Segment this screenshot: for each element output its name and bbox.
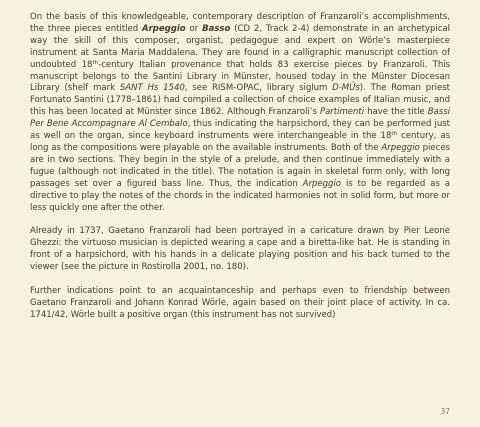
text-run: , see RISM-OPAC, library siglum xyxy=(184,83,333,94)
text-run: D-MÜs xyxy=(332,83,360,94)
paragraph-2 xyxy=(30,226,450,274)
paragraph-1 xyxy=(30,12,450,214)
text-run: Arpeggio xyxy=(142,23,186,34)
text-run: have the title xyxy=(364,107,428,118)
paragraph-3 xyxy=(30,286,450,322)
text-run: Basso xyxy=(202,23,231,34)
text-run: (CD 2, Track 2-4) demonstrate in an archetypical way the skill of this composer, organist, pedagogue and expert on Wörle’s masterpiece instrument at Santa Maria Maddalena. They are found in a calligraphic manuscript collection of undoubted 18 xyxy=(30,23,450,70)
text-run: is to be regarded as a directive to play the notes of the chords in the indicated harmonies not in solid form, but more or less quickly one after the other. xyxy=(30,178,450,213)
body-text xyxy=(30,12,450,322)
text-run: SANT Hs 1540 xyxy=(119,83,185,94)
text-run: pieces are in two sections. They begin in the style of a prelude, and then continue immediately with a fugue (although not indicated in the title). The notation is again in skeletal form only, with long passages set over a figured bass line. Thus, the indication xyxy=(30,142,450,189)
text-run: Arpeggio xyxy=(302,178,342,189)
text-run: Partimenti xyxy=(319,107,365,118)
text-run: Further indications point to an acquaintanceship and perhaps even to friendship between Gaetano Franzaroli and Johann Konrad Wörle, again based on their joint place of activity. In ca. 1741/42, Wörle built a positive organ (this instrument has not survived) xyxy=(30,285,450,320)
text-run: century, as long as the compositions were playable on the available instruments. Both of the xyxy=(30,131,450,153)
text-run: Arpeggio xyxy=(381,142,420,153)
text-run: -century Italian provenance that holds 83 exercise pieces by Franzaroli. This manuscript belongs to the Santini Library in Münster, housed today in the Münster Diocesan Library (shelf mark xyxy=(30,59,451,94)
text-run: On the basis of this knowledgeable, contemporary description of Franzaroli’s accomplishments, the three pieces entitled xyxy=(30,12,450,34)
text-run: or xyxy=(185,23,203,34)
text-run: Already in 1737, Gaetano Franzaroli had been portrayed in a caricature drawn by Pier Leone Ghezzi: the virtuoso musician is depicted wearing a cape and a biretta-like hat. He is standing in front of a harpsichord, with his hands in a delicate playing position and his back turned to the viewer (see the picture in Rostirolla 2001, no. 180). xyxy=(30,226,450,273)
text-run: th xyxy=(92,59,99,66)
text-run: th xyxy=(391,131,398,138)
text-run: Bassi Per Bene Accompagnare Al Cembalo xyxy=(30,107,450,130)
page-number: 37 xyxy=(440,407,450,416)
text-run: , thus indicating the harpsichord, they can be performed just as well on the organ, since keyboard instruments were interchangeable in the 18 xyxy=(30,119,450,142)
text-run: ). The Roman priest Fortunato Santini (1778–1861) had compiled a collection of choice examples of Italian music, and this has been located at Münster since 1862. Although Franzaroli’s xyxy=(30,83,450,118)
